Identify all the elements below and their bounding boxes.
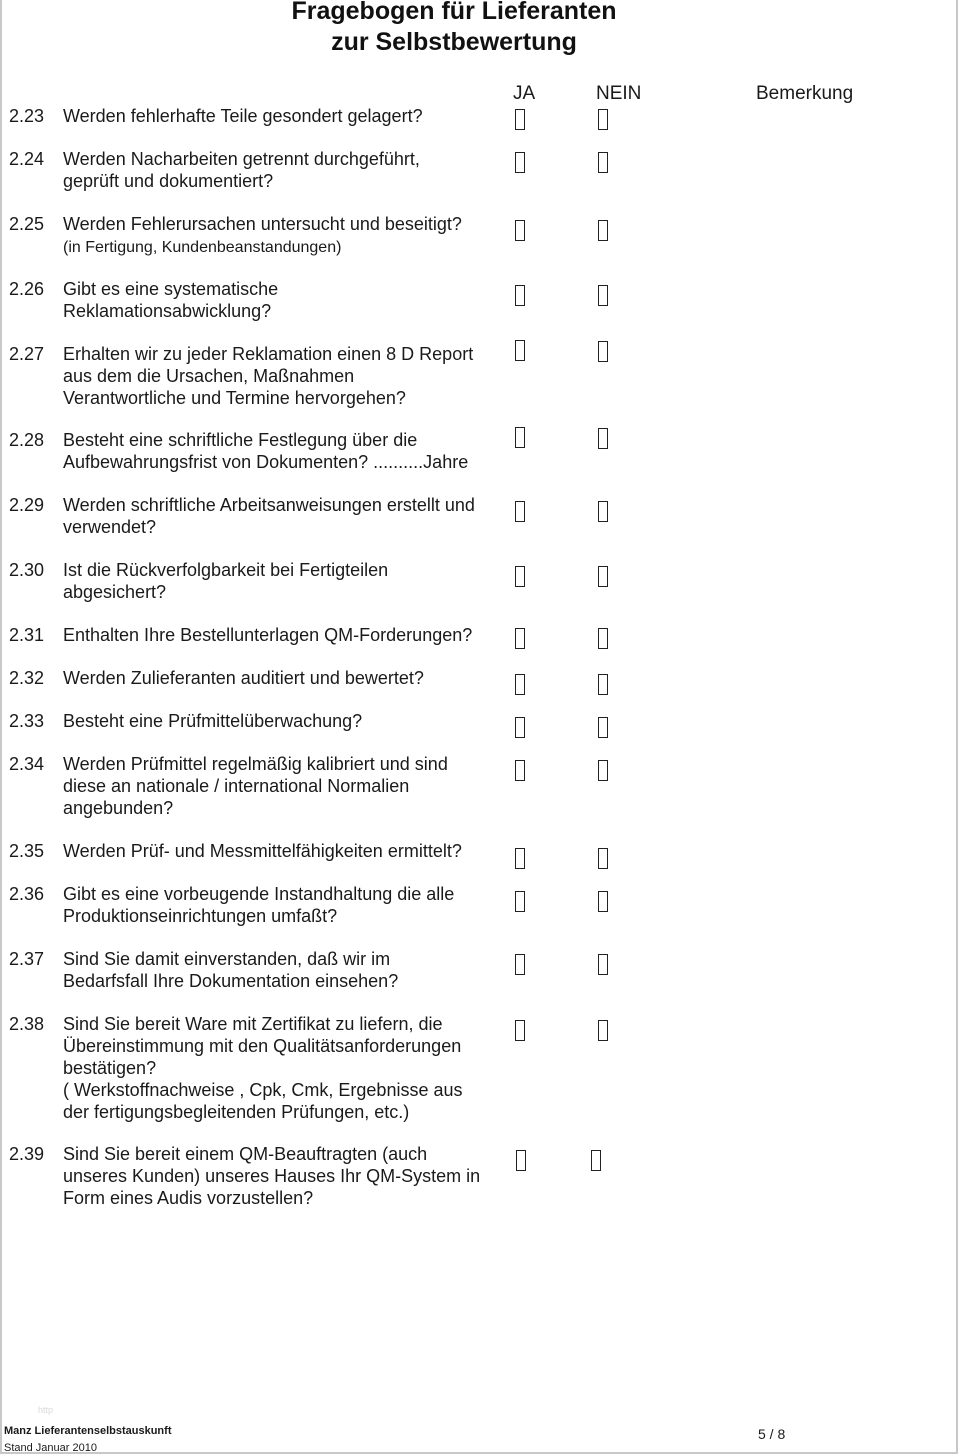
checkbox-ja[interactable] xyxy=(515,674,525,695)
question-text xyxy=(63,1013,508,1123)
question-main-text: Werden fehlerhafte Teile gesondert gelagert? xyxy=(63,106,423,126)
question-text xyxy=(63,710,508,732)
checkbox-nein[interactable] xyxy=(598,152,608,173)
checkbox-nein[interactable] xyxy=(598,717,608,738)
checkbox-nein[interactable] xyxy=(598,341,608,362)
question-number: 2.34 xyxy=(9,754,45,774)
question-text xyxy=(63,753,508,819)
question-text xyxy=(63,840,508,862)
question-text xyxy=(63,1143,508,1209)
checkbox-ja[interactable] xyxy=(515,427,525,448)
page-title: Fragebogen für Lieferanten xyxy=(291,0,617,25)
question-main-text: Sind Sie bereit Ware mit Zertifikat zu liefern, die Übereinstimmung mit den Qualitätsanforderungen bestätigen? ( Werkstoffnachweise , Cpk, Cmk, Ergebnisse aus der fertigungsbegleitenden Prüfungen, etc.) xyxy=(63,1014,463,1122)
question-number: 2.32 xyxy=(9,668,45,688)
question-text xyxy=(63,148,508,192)
checkbox-ja[interactable] xyxy=(515,760,525,781)
column-header-ja: JA xyxy=(513,83,536,104)
checkbox-ja[interactable] xyxy=(515,109,525,130)
question-number: 2.25 xyxy=(9,214,45,234)
checkbox-nein[interactable] xyxy=(598,220,608,241)
question-text xyxy=(63,494,508,538)
question-number: 2.39 xyxy=(9,1144,45,1164)
question-main-text: Werden Prüfmittel regelmäßig kalibriert und sind diese an nationale / international Normalien angebunden? xyxy=(63,754,448,818)
question-number: 2.30 xyxy=(9,560,45,580)
question-text xyxy=(63,624,508,646)
checkbox-ja[interactable] xyxy=(515,954,525,975)
checkbox-ja[interactable] xyxy=(515,152,525,173)
question-number: 2.26 xyxy=(9,279,45,299)
question-number: 2.38 xyxy=(9,1014,45,1034)
checkbox-nein[interactable] xyxy=(598,285,608,306)
question-text xyxy=(63,105,508,127)
checkbox-nein[interactable] xyxy=(598,760,608,781)
question-number: 2.24 xyxy=(9,149,45,169)
checkbox-ja[interactable] xyxy=(515,566,525,587)
checkbox-ja[interactable] xyxy=(515,717,525,738)
question-main-text: Werden Nacharbeiten getrennt durchgeführt, geprüft und dokumentiert? xyxy=(63,149,420,191)
checkbox-nein[interactable] xyxy=(598,674,608,695)
question-main-text: Erhalten wir zu jeder Reklamation einen 8 D Report aus dem die Ursachen, Maßnahmen Verantwortliche und Termine hervorgehen? xyxy=(63,344,474,408)
checkbox-ja[interactable] xyxy=(516,1150,526,1171)
checkbox-nein[interactable] xyxy=(598,1020,608,1041)
question-number: 2.29 xyxy=(9,495,45,515)
checkbox-ja[interactable] xyxy=(515,891,525,912)
checkbox-ja[interactable] xyxy=(515,285,525,306)
checkbox-nein[interactable] xyxy=(598,428,608,449)
column-header-nein: NEIN xyxy=(596,83,642,104)
question-text xyxy=(63,948,508,992)
checkbox-ja[interactable] xyxy=(515,340,525,361)
question-main-text: Gibt es eine systematische Reklamationsabwicklung? xyxy=(63,279,279,321)
footer-company: Manz Lieferantenselbstauskunft xyxy=(4,1425,172,1437)
question-main-text: Werden Fehlerursachen untersucht und beseitigt? xyxy=(63,214,462,234)
question-text xyxy=(63,667,508,689)
checkbox-ja[interactable] xyxy=(515,848,525,869)
question-number: 2.23 xyxy=(9,106,45,126)
question-text xyxy=(63,883,508,927)
question-text xyxy=(63,278,508,322)
question-main-text: Enthalten Ihre Bestellunterlagen QM-Forderungen? xyxy=(63,625,473,645)
question-main-text: Sind Sie damit einverstanden, daß wir im Bedarfsfall Ihre Dokumentation einsehen? xyxy=(63,949,399,991)
checkbox-ja[interactable] xyxy=(515,1020,525,1041)
question-text xyxy=(63,429,508,473)
question-number: 2.37 xyxy=(9,949,45,969)
checkbox-nein[interactable] xyxy=(598,628,608,649)
column-header-bemerkung: Bemerkung xyxy=(756,83,854,104)
question-number: 2.27 xyxy=(9,344,45,364)
question-text xyxy=(63,343,508,409)
question-main-text: Werden Zulieferanten auditiert und bewertet? xyxy=(63,668,424,688)
checkbox-ja[interactable] xyxy=(515,220,525,241)
checkbox-nein[interactable] xyxy=(591,1150,601,1171)
checkbox-nein[interactable] xyxy=(598,891,608,912)
checkbox-ja[interactable] xyxy=(515,501,525,522)
question-number: 2.31 xyxy=(9,625,45,645)
checkbox-nein[interactable] xyxy=(598,109,608,130)
checkbox-nein[interactable] xyxy=(598,848,608,869)
question-text xyxy=(63,559,508,603)
checkbox-nein[interactable] xyxy=(598,954,608,975)
question-main-text: Ist die Rückverfolgbarkeit bei Fertigteilen abgesichert? xyxy=(63,560,389,602)
question-number: 2.36 xyxy=(9,884,45,904)
question-main-text: Besteht eine Prüfmittelüberwachung? xyxy=(63,711,363,731)
question-main-text: Werden schriftliche Arbeitsanweisungen erstellt und verwendet? xyxy=(63,495,475,537)
question-note: (in Fertigung, Kundenbeanstandungen) xyxy=(63,239,342,256)
question-number: 2.33 xyxy=(9,711,45,731)
question-number: 2.35 xyxy=(9,841,45,861)
checkbox-nein[interactable] xyxy=(598,566,608,587)
page-number: 5 / 8 xyxy=(758,1426,786,1442)
question-main-text: Werden Prüf- und Messmittelfähigkeiten ermittelt? xyxy=(63,841,462,861)
question-main-text: Besteht eine schriftliche Festlegung über die Aufbewahrungsfrist von Dokumenten? ..........Jahre xyxy=(63,430,469,472)
page-subtitle: zur Selbstbewertung xyxy=(331,28,577,56)
question-main-text: Sind Sie bereit einem QM-Beauftragten (auch unseres Kunden) unseres Hauses Ihr QM-System in Form eines Audis vorzustellen? xyxy=(63,1144,481,1208)
question-main-text: Gibt es eine vorbeugende Instandhaltung die alle Produktionseinrichtungen umfaßt? xyxy=(63,884,455,926)
footer-faint-text: http xyxy=(38,1405,54,1415)
checkbox-ja[interactable] xyxy=(515,628,525,649)
footer-date: Stand Januar 2010 xyxy=(4,1442,97,1454)
question-number: 2.28 xyxy=(9,430,45,450)
question-text xyxy=(63,213,508,259)
checkbox-nein[interactable] xyxy=(598,501,608,522)
